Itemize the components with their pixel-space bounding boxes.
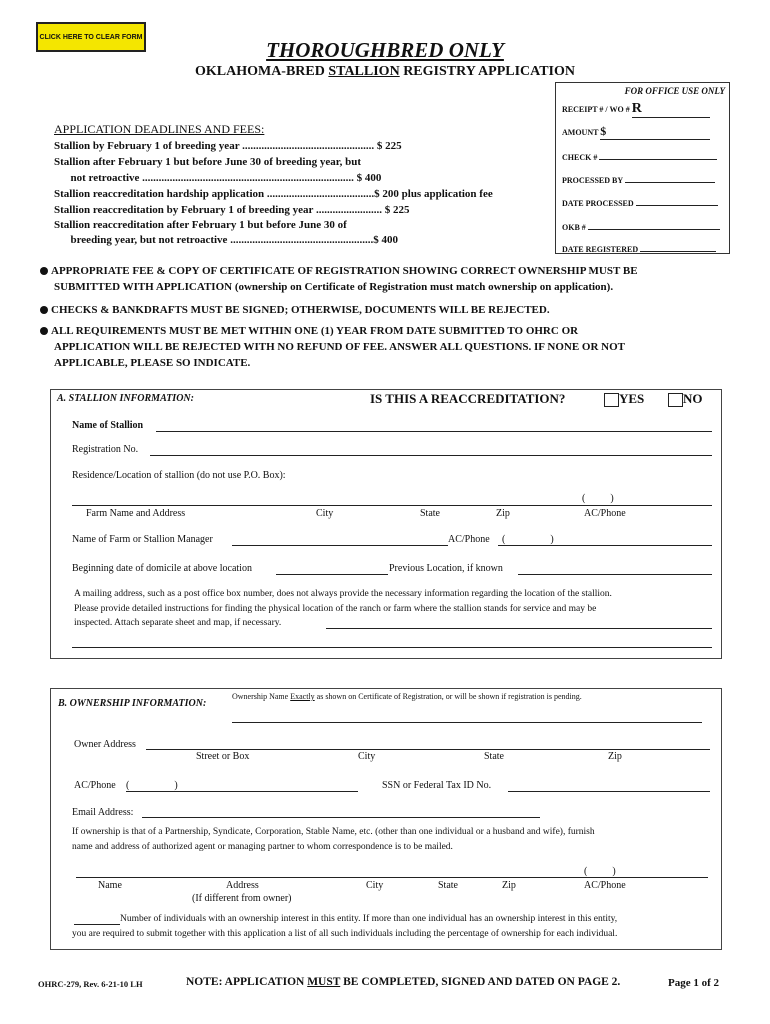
agent-name-label: Name bbox=[98, 880, 122, 891]
receipt-prefix: R bbox=[631, 101, 642, 116]
no-label: NO bbox=[683, 391, 703, 406]
residence-label: Residence/Location of stallion (do not use P.O. Box): bbox=[72, 470, 286, 481]
stallion-name-label: Name of Stallion bbox=[72, 420, 144, 431]
owner-street-label: Street or Box bbox=[196, 751, 250, 762]
subtitle-pre: OKLAHOMA-BRED bbox=[194, 64, 329, 79]
date-processed-row bbox=[562, 196, 718, 208]
fee-line: Stallion reaccreditation hardship application .......................................$ 200 plus application fee bbox=[54, 188, 493, 200]
receipt-row bbox=[562, 101, 710, 118]
section-b-heading: B. OWNERSHIP INFORMATION: bbox=[58, 698, 207, 709]
okb-label: OKB # bbox=[562, 223, 586, 232]
mailing-note-1: A mailing address, such as a post office box number, does not always provide the necessary information regarding the location of the stallion. bbox=[74, 589, 612, 599]
okb-field[interactable] bbox=[588, 220, 720, 230]
manager-phone-label: AC/Phone bbox=[448, 534, 490, 545]
ownership-name-field[interactable] bbox=[232, 722, 702, 723]
manager-phone-field[interactable] bbox=[498, 545, 712, 546]
receipt-label: RECEIPT # / WO # bbox=[562, 105, 630, 114]
domicile-field[interactable] bbox=[276, 574, 388, 575]
ownership-note-exactly: Exactly bbox=[290, 692, 315, 701]
yes-checkbox[interactable] bbox=[604, 393, 619, 407]
section-a-heading: A. STALLION INFORMATION: bbox=[57, 393, 194, 404]
agent-address-label: Address bbox=[226, 880, 259, 891]
bullet-text: ALL REQUIREMENTS MUST BE MET WITHIN ONE (1) YEAR FROM DATE SUBMITTED TO OHRC OR bbox=[51, 325, 579, 337]
email-field[interactable] bbox=[142, 817, 540, 818]
ownership-note-pre: Ownership Name bbox=[232, 692, 291, 701]
email-label: Email Address: bbox=[72, 807, 134, 818]
agent-field[interactable] bbox=[76, 877, 708, 878]
no-checkbox[interactable] bbox=[668, 393, 683, 407]
directions-field-2[interactable] bbox=[72, 647, 712, 648]
date-registered-row bbox=[562, 242, 716, 254]
individuals-note-2: you are required to submit together with this application a list of all such individuals including the percentage of ownership for each individual. bbox=[72, 929, 618, 939]
partnership-note-1: If ownership is that of a Partnership, Syndicate, Corporation, Stable Name, etc. (other than one individual or a husband and wife), furnish bbox=[72, 827, 595, 837]
subtitle-post: REGISTRY APPLICATION bbox=[399, 64, 576, 79]
fee-line: Stallion by February 1 of breeding year ................................................ $ 225 bbox=[54, 140, 402, 152]
residence-city-label: City bbox=[316, 508, 334, 519]
reaccreditation-question: IS THIS A REACCREDITATION? bbox=[370, 391, 566, 406]
amount-prefix: $ bbox=[600, 124, 607, 138]
ownership-note-post: as shown on Certificate of Registration, or will be shown if registration is pending. bbox=[314, 692, 582, 701]
footer-note-pre: NOTE: APPLICATION bbox=[186, 976, 308, 988]
owner-zip-label: Zip bbox=[608, 751, 622, 762]
footer-note-must: MUST bbox=[307, 976, 341, 988]
owner-phone-paren: ( ) bbox=[126, 780, 178, 791]
page-title: THOROUGHBRED ONLY bbox=[266, 38, 504, 62]
fee-line: Stallion reaccreditation by February 1 of breeding year ........................ $ 225 bbox=[54, 204, 410, 216]
receipt-field[interactable] bbox=[632, 101, 710, 118]
mailing-note-3: inspected. Attach separate sheet and map, if necessary. bbox=[74, 618, 282, 628]
date-registered-field[interactable] bbox=[640, 242, 716, 252]
check-row bbox=[562, 150, 717, 162]
clear-form-button[interactable]: CLICK HERE TO CLEAR FORM bbox=[36, 22, 146, 52]
ssn-field[interactable] bbox=[508, 791, 710, 792]
bullet-text: CHECKS & BANKDRAFTS MUST BE SIGNED; OTHERWISE, DOCUMENTS WILL BE REJECTED. bbox=[51, 304, 550, 316]
check-label: CHECK # bbox=[562, 153, 598, 162]
agent-city-label: City bbox=[366, 880, 384, 891]
registration-no-field[interactable] bbox=[150, 455, 712, 456]
owner-phone-field[interactable] bbox=[126, 791, 358, 792]
manager-field[interactable] bbox=[232, 545, 448, 546]
fee-line: Stallion reaccreditation after February 1 but before June 30 of bbox=[54, 219, 347, 231]
owner-address-label: Owner Address bbox=[74, 739, 136, 750]
residence-field[interactable] bbox=[72, 505, 712, 506]
no-option bbox=[668, 391, 703, 407]
page-number: Page 1 of 2 bbox=[668, 977, 720, 989]
domicile-label: Beginning date of domicile at above location bbox=[72, 563, 252, 574]
bullet-dot bbox=[40, 327, 48, 335]
processed-by-label: PROCESSED BY bbox=[562, 176, 623, 185]
ssn-label: SSN or Federal Tax ID No. bbox=[382, 780, 492, 791]
agent-phone-label: AC/Phone bbox=[584, 880, 626, 891]
bullet-text: APPLICABLE, PLEASE SO INDICATE. bbox=[54, 357, 251, 369]
owner-city-label: City bbox=[358, 751, 376, 762]
bullet-text: SUBMITTED WITH APPLICATION (ownership on Certificate of Registration must match ownership on application). bbox=[54, 281, 614, 293]
owner-phone-label: AC/Phone bbox=[74, 780, 116, 791]
mailing-note-2: Please provide detailed instructions for finding the physical location of the ranch or farm where the stallion stands for service and may be bbox=[74, 604, 597, 614]
partnership-note-2: name and address of authorized agent or managing partner to whom correspondence is to be mailed. bbox=[72, 842, 453, 852]
individuals-count-field[interactable] bbox=[74, 924, 120, 925]
processed-by-row bbox=[562, 173, 715, 185]
manager-label: Name of Farm or Stallion Manager bbox=[72, 534, 213, 545]
bullet-dot bbox=[40, 306, 48, 314]
fee-line: not retroactive ............................................................................. $ 400 bbox=[54, 172, 382, 184]
bullet-text: APPLICATION WILL BE REJECTED WITH NO REFUND OF FEE. ANSWER ALL QUESTIONS. IF NONE OR NOT bbox=[54, 341, 625, 353]
agent-phone-paren: ( ) bbox=[584, 866, 616, 877]
date-processed-label: DATE PROCESSED bbox=[562, 199, 634, 208]
date-registered-label: DATE REGISTERED bbox=[562, 245, 639, 254]
manager-phone-paren: ( ) bbox=[502, 534, 554, 545]
footer-note-post: BE COMPLETED, SIGNED AND DATED ON PAGE 2. bbox=[340, 976, 621, 988]
owner-address-field[interactable] bbox=[146, 749, 710, 750]
registration-no-label: Registration No. bbox=[72, 444, 139, 455]
deadlines-heading: APPLICATION DEADLINES AND FEES: bbox=[54, 122, 265, 136]
farm-name-label: Farm Name and Address bbox=[86, 508, 186, 519]
amount-field[interactable] bbox=[600, 124, 710, 140]
individuals-note-1: Number of individuals with an ownership interest in this entity. If more than one individual has an ownership interest in this entity, bbox=[120, 914, 618, 924]
bullet-checks bbox=[40, 302, 740, 318]
directions-field-1[interactable] bbox=[326, 628, 712, 629]
ownership-note bbox=[232, 692, 582, 701]
bullet-fee-copy bbox=[40, 263, 740, 295]
prev-location-field[interactable] bbox=[518, 574, 712, 575]
fee-line: breeding year, but not retroactive ....................................................$ 400 bbox=[54, 234, 398, 246]
prev-location-label: Previous Location, if known bbox=[389, 563, 503, 574]
subtitle-underlined: STALLION bbox=[328, 64, 400, 79]
agent-if-different-label: (If different from owner) bbox=[192, 893, 292, 904]
residence-zip-label: Zip bbox=[496, 508, 510, 519]
yes-option bbox=[604, 391, 644, 407]
residence-state-label: State bbox=[420, 508, 440, 519]
processed-by-field[interactable] bbox=[625, 173, 715, 183]
owner-state-label: State bbox=[484, 751, 504, 762]
footer-note bbox=[186, 976, 620, 988]
yes-label: YES bbox=[619, 391, 645, 406]
section-b-box bbox=[50, 688, 722, 950]
bullet-dot bbox=[40, 267, 48, 275]
office-use-title: FOR OFFICE USE ONLY bbox=[624, 86, 725, 96]
page-subtitle bbox=[0, 64, 770, 80]
bullet-requirements bbox=[40, 323, 740, 371]
agent-state-label: State bbox=[438, 880, 458, 891]
residence-phone-paren: ( ) bbox=[582, 493, 614, 504]
form-number: OHRC-279, Rev. 6-21-10 LH bbox=[38, 979, 143, 989]
date-processed-field[interactable] bbox=[636, 196, 718, 206]
fee-line: Stallion after February 1 but before June 30 of breeding year, but bbox=[54, 156, 361, 168]
bullet-text: APPROPRIATE FEE & COPY OF CERTIFICATE OF REGISTRATION SHOWING CORRECT OWNERSHIP MUST BE bbox=[51, 265, 638, 277]
amount-row bbox=[562, 124, 710, 140]
agent-zip-label: Zip bbox=[502, 880, 516, 891]
amount-label: AMOUNT bbox=[562, 128, 599, 137]
check-field[interactable] bbox=[599, 150, 717, 160]
okb-row bbox=[562, 220, 720, 232]
stallion-name-field[interactable] bbox=[156, 431, 712, 432]
residence-phone-label: AC/Phone bbox=[584, 508, 626, 519]
